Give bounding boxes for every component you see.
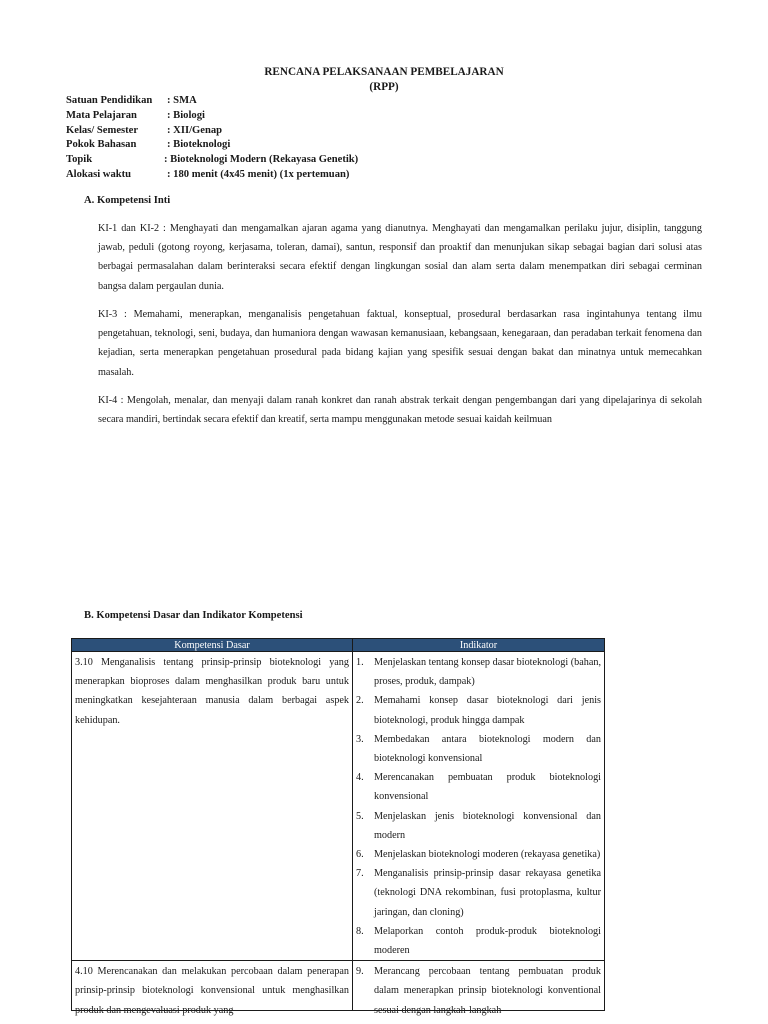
ki-4-paragraph: KI-4 : Mengolah, menalar, dan menyaji dalam ranah konkret dan ranah abstrak terkait dengan pengembangan dari yang dipelajarinya di sekolah secara mandiri, bertindak secara efektif dan kreatif, serta mampu menggunakan metode sesuai kaidah keilmuan [98,395,702,426]
meta-label: Satuan Pendidikan [66,95,153,106]
indicator-list [356,962,601,1016]
item-text: Memahami konsep dasar bioteknologi dari jenis bioteknologi, produk hingga dampak [374,695,601,726]
kd-cell [72,961,353,1016]
item-number: 7. [356,868,364,880]
ki-3-paragraph: KI-3 : Memahami, menerapkan, menganalisis pengetahuan faktual, konseptual, prosedural berdasarkan rasa ingintahunya tentang ilmu pengetahuan, teknologi, seni, budaya, dan humaniora dengan wawasan kemanusiaan, kebangsaan, kenegaraan, dan peradaban terkait fenomena dan kejadian, serta menerapkan pengetahuan prosedural pada bidang kajian yang spesifik sesuai dengan bakat dan minatnya untuk memecahkan masalah. [98,309,702,378]
item-number: 8. [356,925,364,937]
meta-value: : Biologi [167,109,205,121]
list-item [356,653,601,691]
document-title: RENCANA PELAKSANAAN PEMBELAJARAN [264,66,504,78]
item-text: Membedakan antara bioteknologi modern dan bioteknologi konvensional [374,733,601,765]
indicator-cell [353,961,605,1016]
column-header-indikator: Indikator [353,639,605,652]
item-number: 2. [356,695,364,707]
item-text: Menganalisis prinsip-prinsip dasar rekayasa genetika (teknologi DNA rekombinan, fusi protoplasma, kultur jaringan, dan cloning) [374,868,601,918]
item-text: Merencanakan pembuatan produk bioteknologi konvensional [374,772,601,803]
list-item [356,922,601,960]
item-number: 3. [356,733,364,745]
meta-value: : XII/Genap [167,124,223,136]
meta-value: : SMA [167,95,197,106]
document-subtitle: (RPP) [369,81,399,93]
list-item [356,864,601,922]
list-item [356,962,601,1020]
section-heading-kompetensi-inti: A. Kompetensi Inti [84,195,171,206]
list-item [356,845,601,864]
item-text: Menjelaskan tentang konsep dasar bioteknologi (bahan, proses, produk, dampak) [374,657,601,688]
table-row [72,961,605,1011]
meta-label: Topik [66,154,93,166]
item-text: Melaporkan contoh produk-produk bioteknologi moderen [374,925,601,957]
item-number: 5. [356,810,364,822]
meta-value: : Bioteknologi [167,139,231,151]
ki-1-2-paragraph: KI-1 dan KI-2 : Menghayati dan mengamalkan ajaran agama yang dianutnya. Menghayati dan mengamalkan perilaku jujur, disiplin, tanggung jawab, peduli (gotong royong, kerjasama, toleran, damai), santun, responsif dan proaktif dan menunjukan sikap sebagai bagian dari solusi atas berbagai permasalahan dalam berinteraksi secara efektif dengan lingkungan sosial dan alam serta dalam menempatkan diri sebagai cerminan bangsa dalam pergaulan dunia. [98,223,702,292]
meta-value: : 180 menit (4x45 menit) (1x pertemuan) [167,168,350,180]
meta-label: Pokok Bahasan [66,139,137,151]
item-text: Merancang percobaan tentang pembuatan produk dalam menerapkan prinsip bioteknologi konventional sesuai dengan langkah-langkah [374,966,601,1016]
table-row [72,652,605,961]
kd-cell [72,652,353,961]
meta-value: : Bioteknologi Modern (Rekayasa Genetik) [164,154,359,166]
list-item [356,807,601,845]
indicator-list [356,653,601,960]
list-item [356,730,601,768]
item-number: 9. [356,966,364,978]
list-item [356,768,601,806]
item-number: 6. [356,849,364,861]
kompetensi-table [71,638,605,1016]
kd-text: 3.10 Menganalisis tentang prinsip-prinsip bioteknologi yang menerapkan bioproses dalam menghasilkan produk baru untuk meningkatkan kesejahteraan manusia dalam berbagai aspek kehidupan. [75,657,349,726]
item-text: Menjelaskan jenis bioteknologi konvensional dan modern [374,810,601,841]
item-text: Menjelaskan bioteknologi moderen (rekayasa genetika) [374,849,601,861]
indicator-cell [353,652,605,961]
item-number: 4. [356,772,364,784]
meta-label: Mata Pelajaran [66,109,137,121]
item-number: 1. [356,657,364,668]
section-heading-kompetensi-dasar: B. Kompetensi Dasar dan Indikator Kompetensi [84,610,303,621]
meta-label: Alokasi waktu [66,168,132,180]
meta-label: Kelas/ Semester [66,124,139,136]
table-header-row [72,639,605,652]
column-header-kompetensi-dasar: Kompetensi Dasar [72,639,353,652]
kd-text: 4.10 Merencanakan dan melakukan percobaan dalam penerapan prinsip-prinsip bioteknologi konvensional untuk menghasilkan produk dan mengevaluasi produk yang [75,966,349,1016]
list-item [356,691,601,729]
